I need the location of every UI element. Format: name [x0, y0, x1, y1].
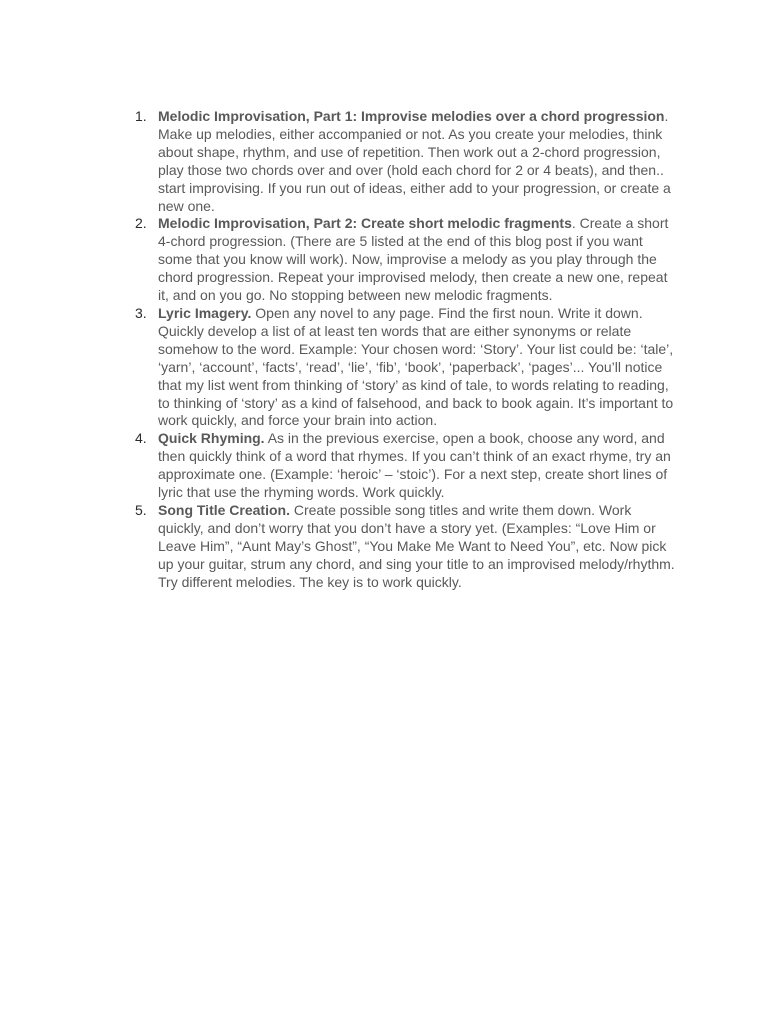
item-body: Create possible song titles and write them down. Work quickly, and don’t worry that you don’t have a story yet. (Examples: “Love Him or Leave Him”, “Aunt May’s Ghost”, “You Make Me Want to Need You”, etc. Now pick up your guitar, strum any chord, and sing your title to an improvised melody/rhythm. Try different melodies. The key is to work quickly.: [158, 501, 675, 590]
item-title: Melodic Improvisation, Part 1: Improvise melodies over a chord progression: [158, 108, 665, 124]
item-body: . Make up melodies, either accompanied or not. As you create your melodies, think about shape, rhythm, and use of repetition. Then work out a 2-chord progression, play those two chords over and over (hold each chord for 2 or 4 beats), and then.. start improvising. If you run out of ideas, either add to your progression, or create a new one.: [158, 108, 671, 214]
item-title: Melodic Improvisation, Part 2: Create short melodic fragments: [158, 215, 572, 232]
list-item: [130, 305, 675, 430]
item-number: 3.: [135, 304, 147, 321]
list-item: [130, 502, 675, 592]
list-item: [130, 430, 675, 502]
item-number: 2.: [135, 215, 147, 232]
item-title: Lyric Imagery.: [158, 304, 252, 321]
item-title: Quick Rhyming.: [158, 430, 265, 447]
exercise-list: [130, 108, 675, 591]
item-body: As in the previous exercise, open a book, choose any word, and then quickly think of a word that rhymes. If you can’t think of an exact rhyme, try an approximate one. (Example: ‘heroic’ – ‘stoic’). For a next step, create short lines of lyric that use the rhyming words. Work quickly.: [158, 430, 671, 501]
item-number: 5.: [135, 501, 147, 518]
item-number: 4.: [135, 430, 147, 447]
item-body: Open any novel to any page. Find the first noun. Write it down. Quickly develop a list of at least ten words that are either synonyms or relate somehow to the word. Example: Your chosen word: ‘Story’. Your list could be: ‘tale’, ‘yarn’, ‘account’, ‘facts’, ‘read’, ‘lie’, ‘fib’, ‘book’, ‘paperback’, ‘pages’... You’ll notice that my list went from thinking of ‘story’ as kind of tale, to words relating to reading, to thinking of ‘story’ as a kind of falsehood, and back to book again. It’s important to work quickly, and force your brain into action.: [158, 304, 674, 429]
item-title: Song Title Creation.: [158, 501, 290, 518]
item-body: . Create a short 4-chord progression. (There are 5 listed at the end of this blog post if you want some that you know will work). Now, improvise a melody as you play through the chord progression. Repeat your improvised melody, then create a new one, repeat it, and on you go. No stopping between new melodic fragments.: [158, 215, 669, 304]
item-number: 1.: [135, 108, 147, 124]
list-item: [130, 108, 675, 215]
list-item: [130, 215, 675, 305]
